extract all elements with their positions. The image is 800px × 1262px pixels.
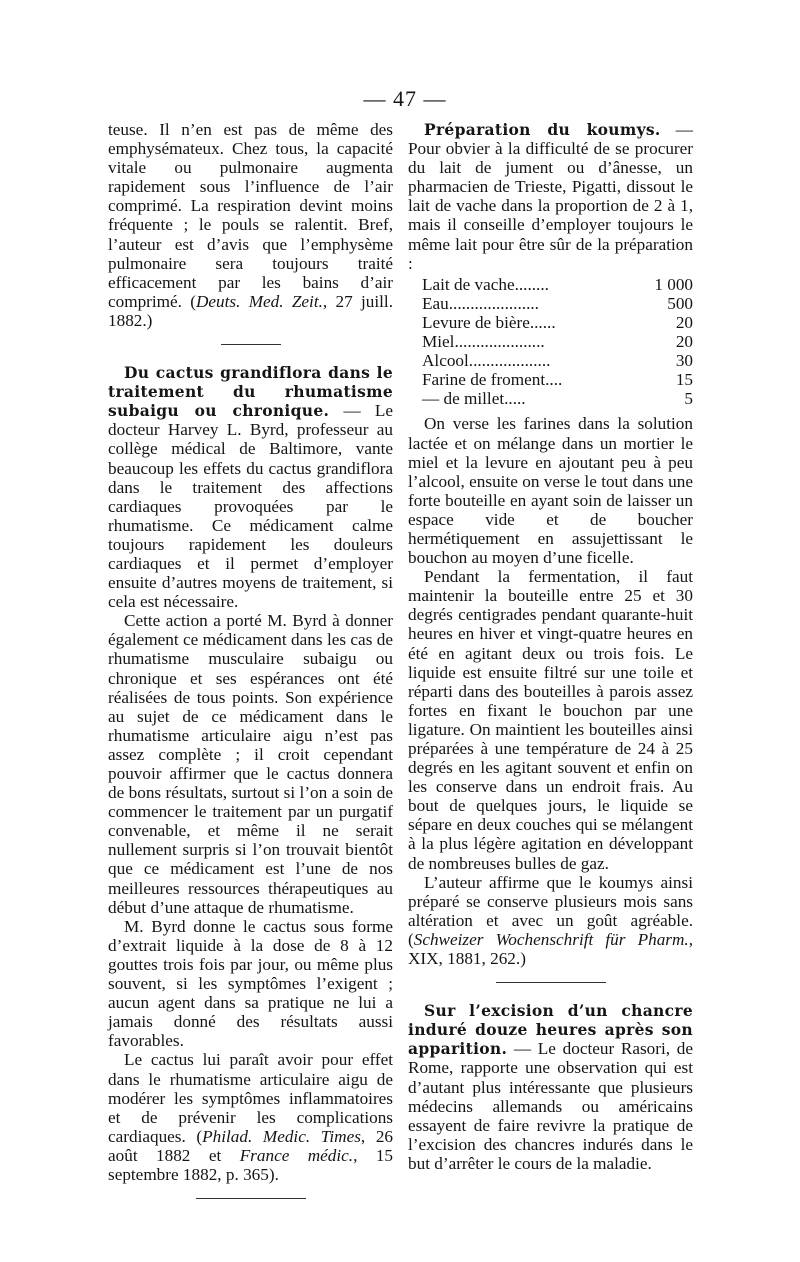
ingredient-quantity: 5 bbox=[684, 389, 693, 409]
citation-date: , 15 septembre 1882, p. 365). bbox=[108, 1145, 394, 1184]
paragraph: M. Byrd donne le cactus sous forme d’extrait liquide à la dose de 8 à 12 gouttes trois fois par jour, ou même plus souvent, si les symptômes l’exigent ; aucun agent dans sa pratique ne lui a jamais donné des résultats aussi favorables. bbox=[108, 916, 393, 1051]
citation-date: , XIX, 1881, 262.) bbox=[408, 929, 693, 969]
ingredient-quantity: 20 bbox=[675, 332, 693, 352]
recipe-row bbox=[408, 332, 693, 351]
paragraph bbox=[108, 1050, 393, 1184]
ingredient-quantity: 20 bbox=[675, 312, 693, 332]
article-continuation bbox=[108, 120, 393, 330]
right-column bbox=[408, 120, 693, 1173]
page-number: — 47 — bbox=[363, 86, 447, 111]
citation-date: , 27 juill. 1882.) bbox=[108, 291, 393, 330]
citation-date: , 26 août 1882 et bbox=[108, 1126, 394, 1165]
recipe-row bbox=[408, 275, 693, 294]
paragraph: On verse les farines dans la solution lactée et on mélange dans un mortier le miel et la levure en ajoutant peu à peu l’alcool, ensuite on verse le tout dans une forte bouteille en ayant soin de laisser un espace vide et de boucher hermétiquement en assujettissant le bouchon au moyen d’une ficelle. bbox=[408, 414, 693, 568]
article-text: L’auteur affirme que le koumys ainsi préparé se conserve plusieurs mois sans altération et avec un goût agréable. ( bbox=[408, 872, 693, 949]
recipe-row bbox=[408, 389, 693, 408]
paragraph: Cette action a porté M. Byrd à donner également ce médicament dans les cas de rhumatisme musculaire subaigu ou chronique et ses espérances ont été réalisées de tous points. Son expérience au sujet de ce médicament dans le rhumatisme articulaire aigu n’est pas assez complète ; il croit cependant pouvoir affirmer que le cactus donnera de bons résultats, surtout si l’on a soin de commencer le traitement par un purgatif convenable, et même il ne serait nullement surpris si l’on trouvait bientôt que ce médicament est l’une de nos meilleures ressources thérapeutiques au début d’une attaque de rhumatisme. bbox=[108, 611, 393, 917]
recipe-table bbox=[408, 275, 693, 409]
recipe-row bbox=[408, 370, 693, 389]
article-text: — Pour obvier à la difficulté de se procurer du lait de jument ou d’ânesse, un pharmacien de Trieste, Pigatti, dissout le lait de vache dans la proportion de 2 à 1, mais il conseille d’employer toujours le même lait pour être sûr de la préparation : bbox=[408, 120, 693, 273]
article-text: teuse. Il n’en est pas de même des emphysémateux. Chez tous, la capacité vitale ou pulmonaire augmenta rapidement sous l’influence de l’air comprimé. La respiration devint moins fréquente ; le pouls se ralentit. Bref, l’auteur est d’avis que l’emphysème pulmonaire sera toujours traité efficacement par les bains d’air comprimé. ( bbox=[108, 120, 393, 311]
recipe-row bbox=[408, 294, 693, 313]
ingredient-name: — de millet..... bbox=[422, 389, 526, 409]
ingredient-quantity: 15 bbox=[675, 370, 693, 390]
ingredient-name: Levure de bière...... bbox=[422, 312, 556, 332]
paragraph: Pendant la fermentation, il faut maintenir la bouteille entre 25 et 30 degrés centigrades pendant quarante-huit heures en hiver et vingt-quatre heures en été en agitant deux ou trois fois. Le liquide est ensuite filtré sur une toile et réparti dans des bouteilles à parois assez fortes en fixant le bouchon par une ligature. On maintient les bouteilles ainsi préparées à une température de 24 à 25 degrés en les agitant souvent et enfin on les conserve dans un endroit frais. Au bout de quelques jours, le liquide se sépare en deux couches qui se mélangent à la plus légère agitation en développant de nombreuses bulles de gaz. bbox=[408, 567, 693, 873]
ingredient-name: Lait de vache........ bbox=[422, 274, 549, 294]
left-column bbox=[108, 120, 393, 1217]
citation-source: Schweizer Wochenschrift für Pharm. bbox=[413, 929, 689, 949]
article-text: — Le docteur Harvey L. Byrd, professeur au collège médical de Baltimore, vante beaucoup les effets du cactus grandiflora dans le traitement des affections cardiaques provoquées par le rhumatisme. Ce médicament calme toujours rapidement les douleurs cardiaques et il permet d’employer ensuite d’autres moyens de traitement, si cela est nécessaire. bbox=[108, 401, 393, 612]
ingredient-quantity: 500 bbox=[667, 293, 693, 313]
citation-source: Deuts. Med. Zeit. bbox=[196, 291, 323, 311]
article-heading: Sur l’excision d’un chancre induré douze heures après son apparition. bbox=[408, 1001, 693, 1059]
article-heading: Préparation du koumys. bbox=[424, 120, 661, 139]
article-koumys bbox=[408, 120, 693, 273]
ingredient-quantity: 1 000 bbox=[654, 274, 693, 294]
ingredient-name: Eau..................... bbox=[422, 293, 539, 313]
citation-source: Philad. Medic. Times bbox=[202, 1126, 361, 1146]
citation-source: France médic. bbox=[239, 1145, 354, 1165]
article-text: Le cactus lui paraît avoir pour effet dans le rhumatisme articulaire aigu de modérer les symptômes inflammatoires et de prévenir les complications cardiaques. ( bbox=[108, 1050, 393, 1146]
separator-rule bbox=[496, 982, 606, 983]
recipe-row bbox=[408, 351, 693, 370]
ingredient-name: Alcool................... bbox=[422, 351, 551, 371]
separator-rule bbox=[196, 1198, 306, 1199]
paragraph bbox=[408, 873, 693, 968]
article-cactus bbox=[108, 363, 393, 611]
ingredient-name: Farine de froment.... bbox=[422, 370, 563, 390]
recipe-row bbox=[408, 313, 693, 332]
article-text: — Le docteur Rasori, de Rome, rapporte une observation qui est d’autant plus intéressante que plusieurs médecins allemands ou américains essayent de faire revivre la pratique de l’excision des chancres indurés dans le but d’arrêter le cours de la maladie. bbox=[408, 1039, 693, 1173]
article-heading: Du cactus grandiflora dans le traitement du rhumatisme subaigu ou chronique. bbox=[108, 363, 393, 421]
article-chancre bbox=[408, 1001, 693, 1173]
ingredient-quantity: 30 bbox=[675, 351, 693, 371]
ingredient-name: Miel..................... bbox=[422, 332, 545, 352]
separator-rule bbox=[221, 344, 281, 345]
